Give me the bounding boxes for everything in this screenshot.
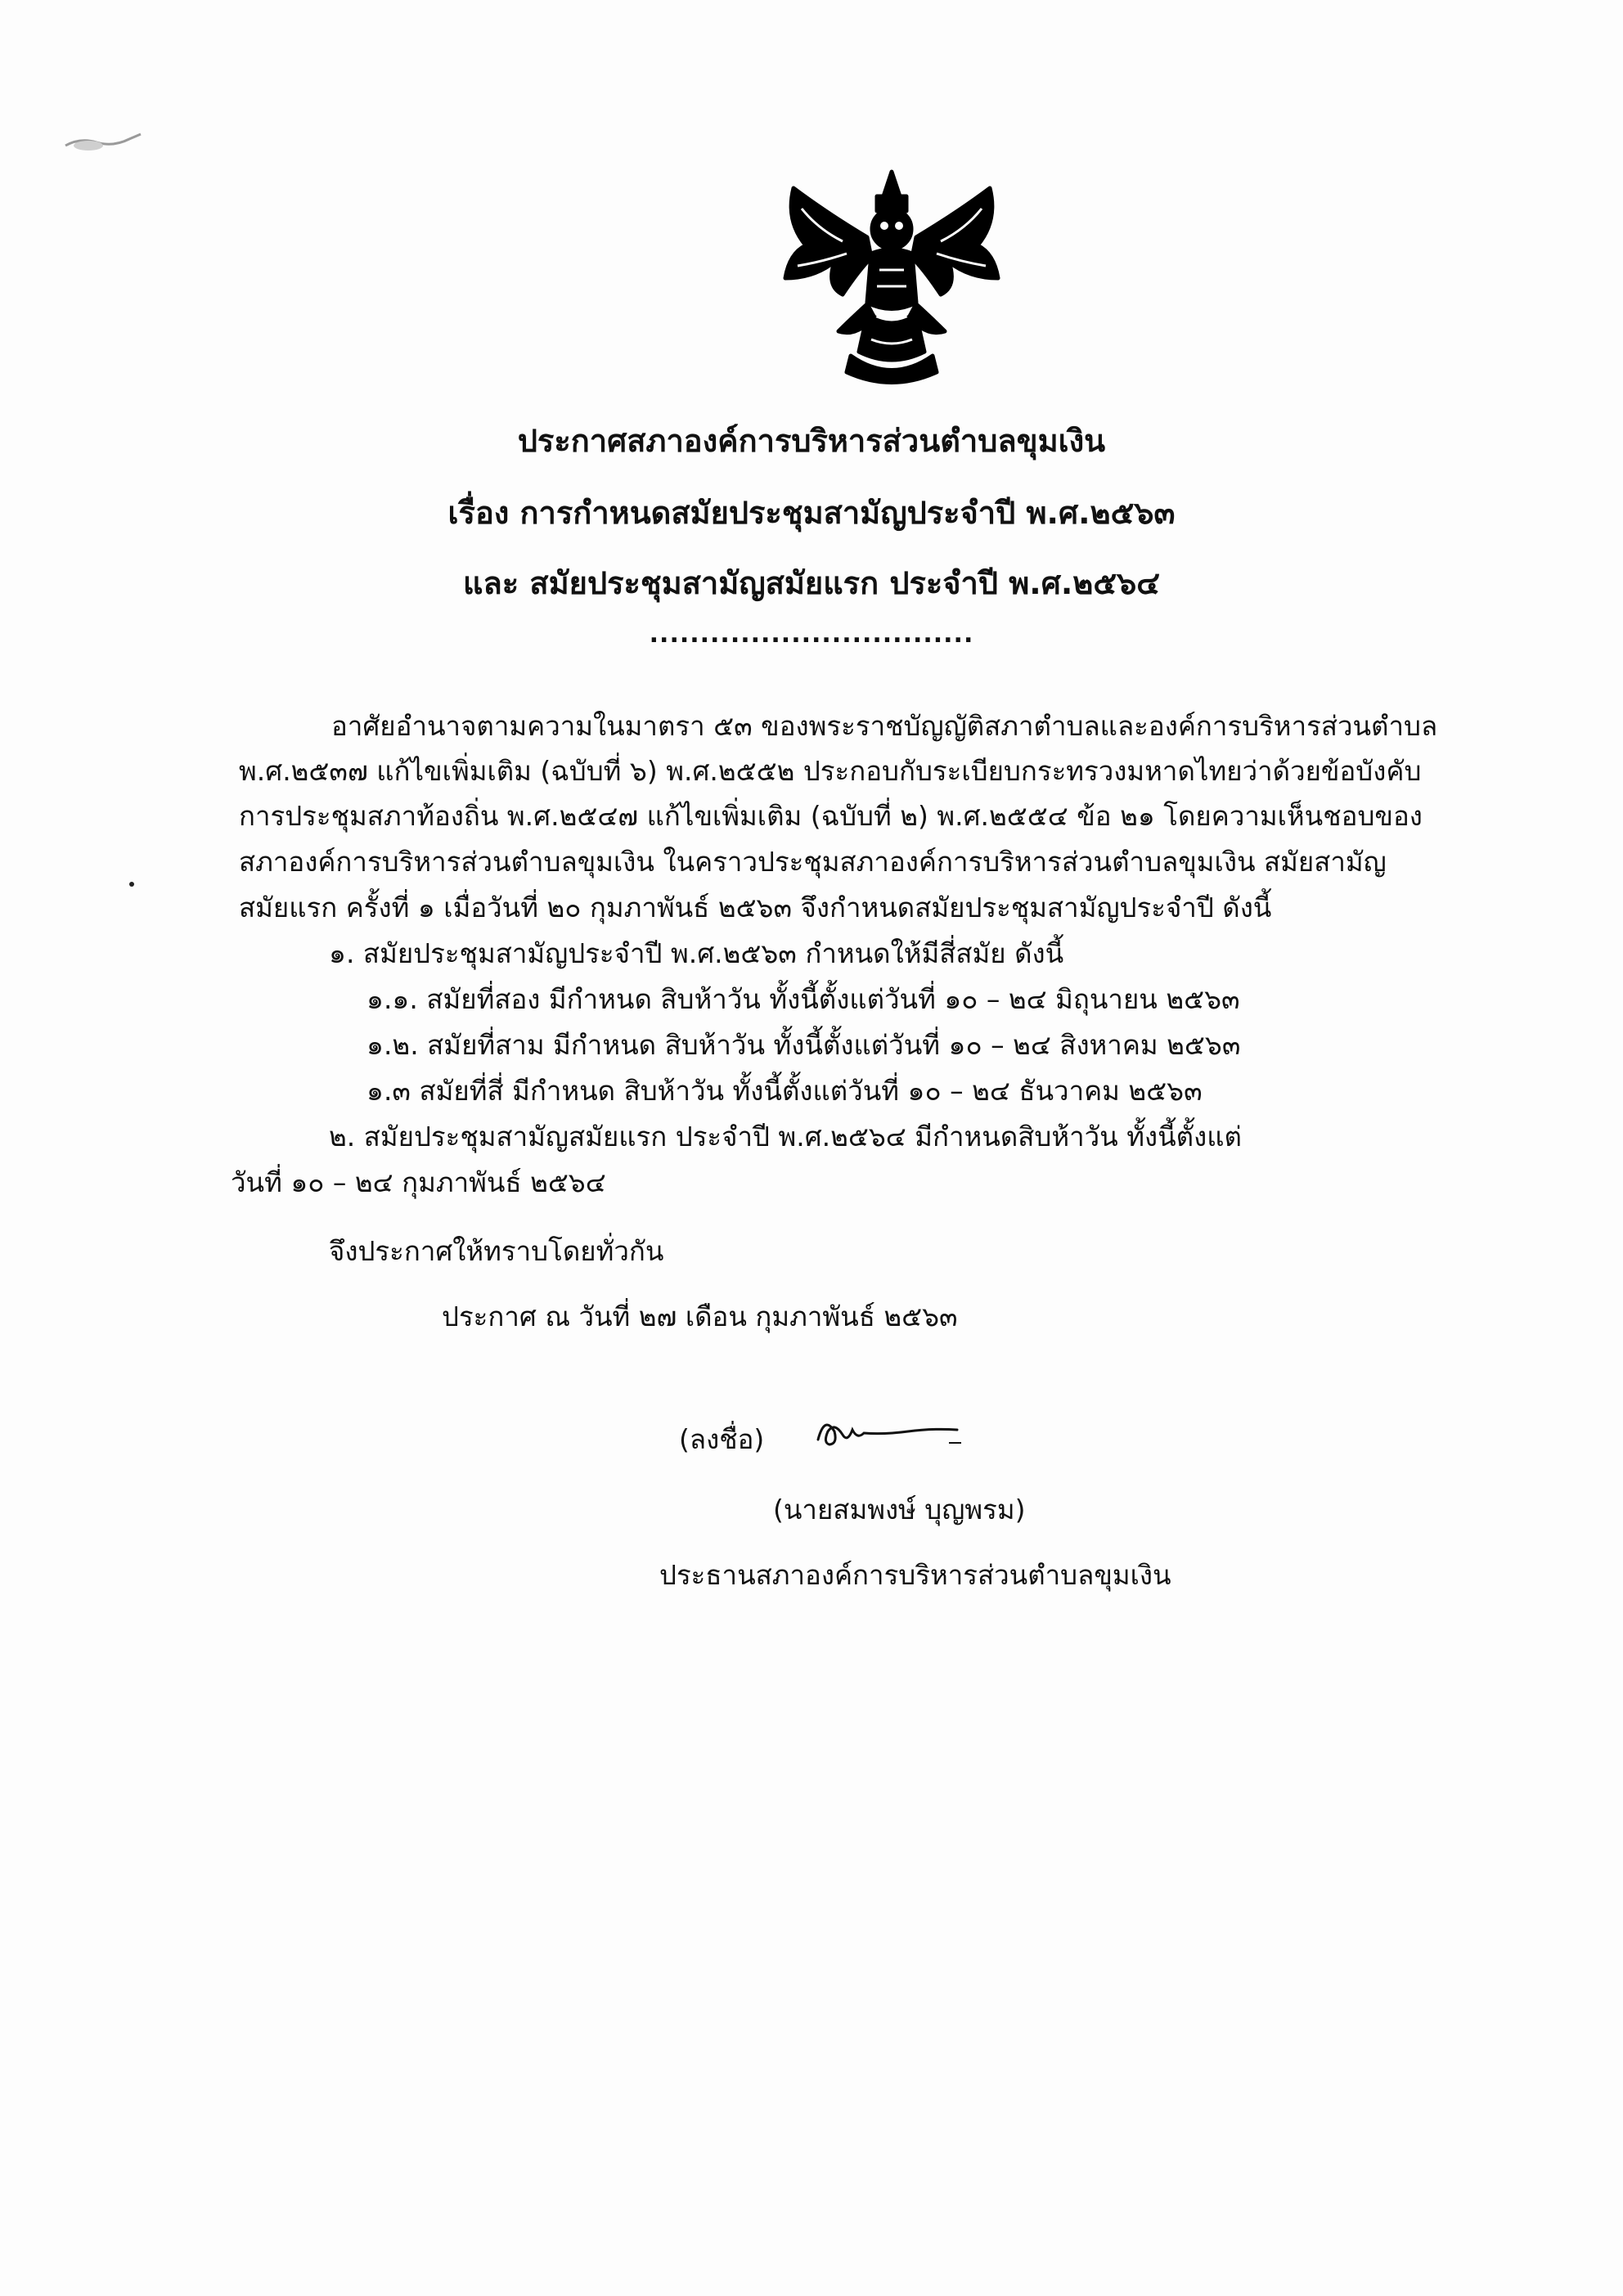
- handwritten-signature: [810, 1407, 973, 1456]
- list-item: ๒. สมัยประชุมสามัญสมัยแรก ประจำปี พ.ศ.๒๕๖๔ มีกำหนดสิบห้าวัน ทั้งนี้ตั้งแต่: [329, 1121, 1242, 1152]
- paragraph-line: การประชุมสภาท้องถิ่น พ.ศ.๒๕๔๗ แก้ไขเพิ่มเติม (ฉบับที่ ๒) พ.ศ.๒๕๕๔ ข้อ ๒๑ โดยความเห็นชอบของ: [239, 800, 1423, 832]
- paragraph-line: สมัยแรก ครั้งที่ ๑ เมื่อวันที่ ๒๐ กุมภาพันธ์ ๒๕๖๓ จึงกำหนดสมัยประชุมสามัญประจำปี ดังนี้: [239, 892, 1272, 923]
- list-item: ๑.๑. สมัยที่สอง มีกำหนด สิบห้าวัน ทั้งนี้ตั้งแต่วันที่ ๑๐ – ๒๔ มิถุนายน ๒๕๖๓: [366, 983, 1240, 1015]
- paragraph-line: อาศัยอำนาจตามความในมาตรา ๕๓ ของพระราชบัญญัติสภาตำบลและองค์การบริหารส่วนตำบล: [331, 710, 1438, 742]
- announcement-title: ประกาศสภาองค์การบริหารส่วนตำบลขุมเงิน: [517, 423, 1106, 459]
- closing-statement: จึงประกาศให้ทราบโดยทั่วกัน: [329, 1235, 664, 1267]
- garuda-emblem-icon: [769, 164, 1014, 393]
- scan-smudge: [64, 131, 142, 155]
- signatory-name: (นายสมพงษ์ บุญพรม): [773, 1494, 1026, 1525]
- announcement-date: ประกาศ ณ วันที่ ๒๗ เดือน กุมภาพันธ์ ๒๕๖๓: [442, 1301, 958, 1332]
- list-item: ๑. สมัยประชุมสามัญประจำปี พ.ศ.๒๕๖๓ กำหนดให้มีสี่สมัย ดังนี้: [329, 937, 1064, 969]
- list-item: ๑.๒. สมัยที่สาม มีกำหนด สิบห้าวัน ทั้งนี้ตั้งแต่วันที่ ๑๐ – ๒๔ สิงหาคม ๒๕๖๓: [366, 1029, 1241, 1061]
- paragraph-line: พ.ศ.๒๕๓๗ แก้ไขเพิ่มเติม (ฉบับที่ ๖) พ.ศ.๒๕๕๒ ประกอบกับระเบียบกระทรวงมหาดไทยว่าด้วยข้อบังคับ: [239, 755, 1422, 787]
- list-item-cont: วันที่ ๑๐ – ๒๔ กุมภาพันธ์ ๒๕๖๔: [231, 1166, 606, 1198]
- list-item: ๑.๓ สมัยที่สี่ มีกำหนด สิบห้าวัน ทั้งนี้ตั้งแต่วันที่ ๑๐ – ๒๔ ธันวาคม ๒๕๖๓: [366, 1075, 1203, 1107]
- ink-speck: [129, 882, 134, 887]
- paragraph-line: สภาองค์การบริหารส่วนตำบลขุมเงิน ในคราวประชุมสภาองค์การบริหารส่วนตำบลขุมเงิน สมัยสามัญ: [239, 846, 1387, 878]
- title-separator: ................................: [649, 620, 974, 649]
- signatory-position: ประธานสภาองค์การบริหารส่วนตำบลขุมเงิน: [659, 1559, 1171, 1591]
- announcement-subject: เรื่อง การกำหนดสมัยประชุมสามัญประจำปี พ.ศ.๒๕๖๓: [447, 495, 1176, 531]
- announcement-subject-cont: และ สมัยประชุมสามัญสมัยแรก ประจำปี พ.ศ.๒๕๖๔: [463, 565, 1160, 601]
- signature-label: (ลงชื่อ): [679, 1423, 765, 1455]
